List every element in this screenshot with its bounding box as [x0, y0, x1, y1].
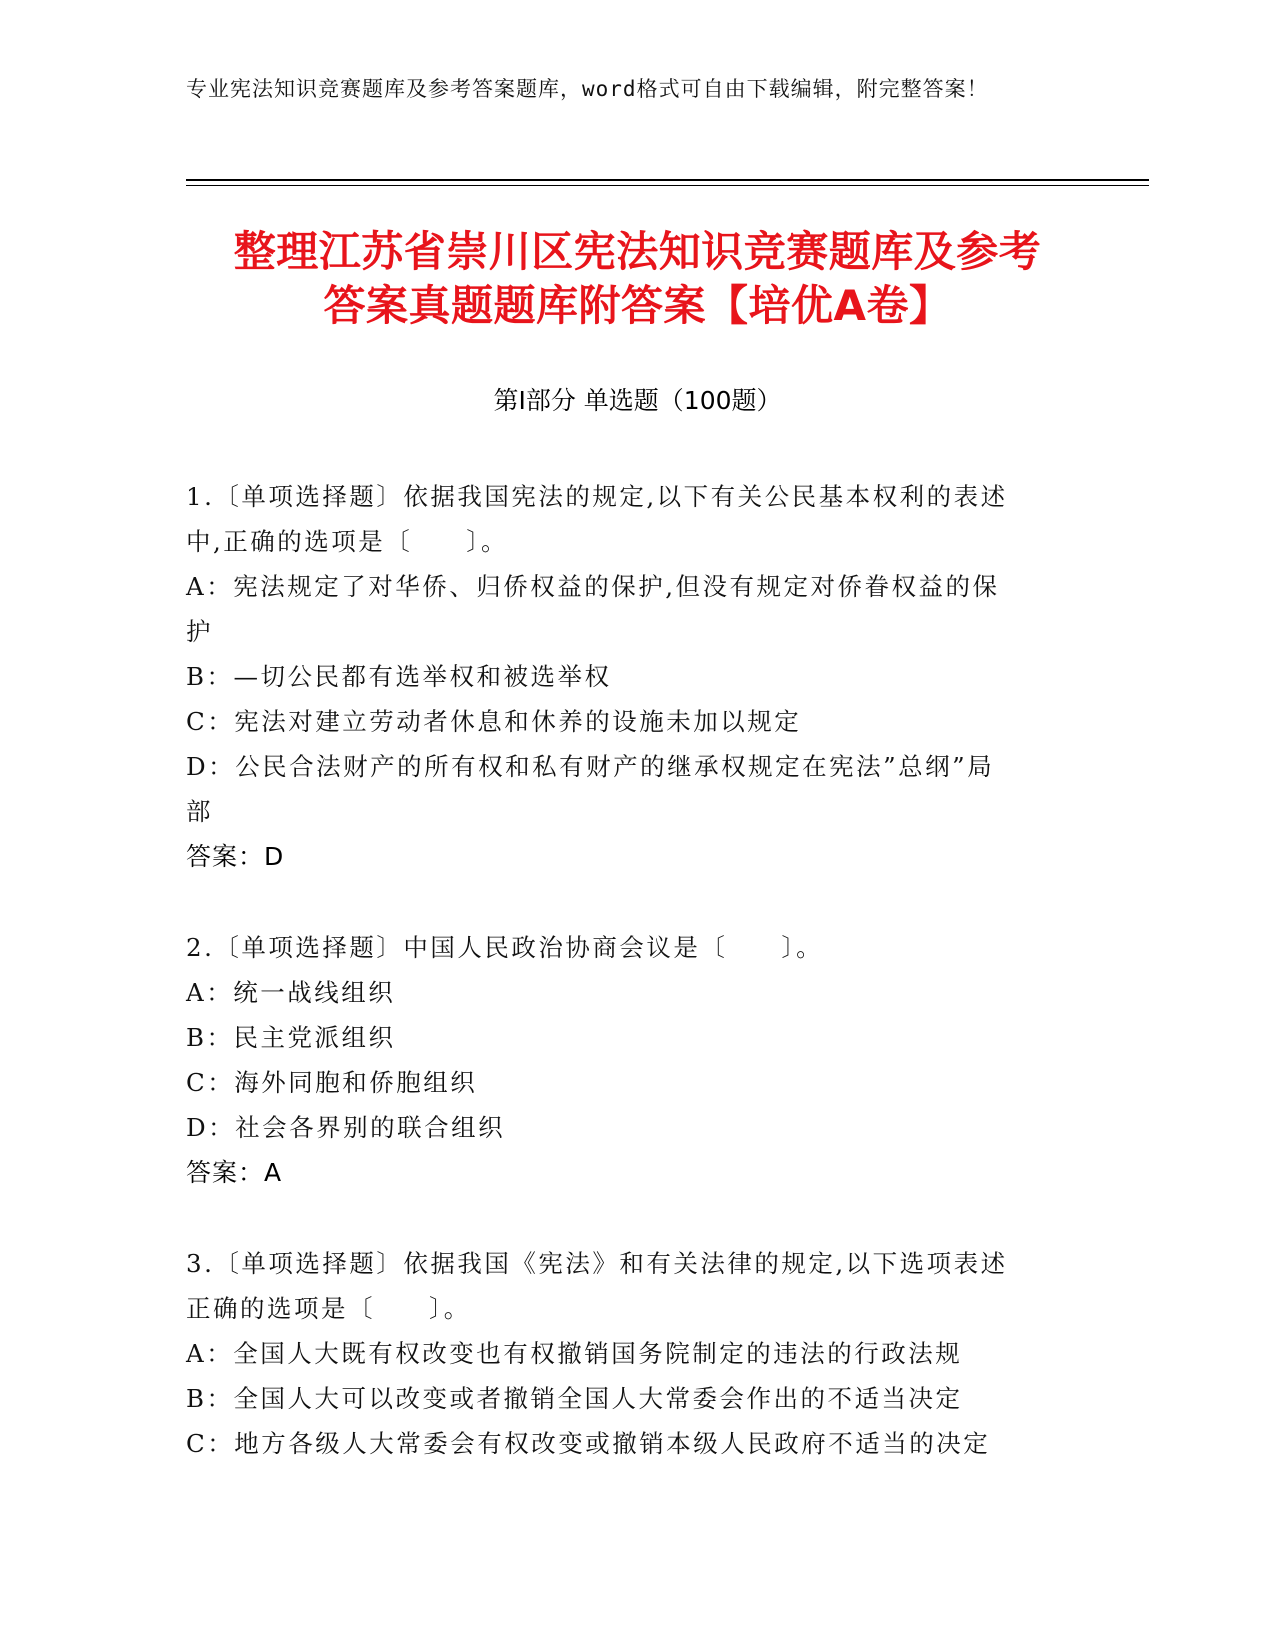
title-line-2: 答案真题题库附答案【培优A卷】 — [323, 281, 952, 330]
header-note: 专业宪法知识竞赛题库及参考答案题库，word格式可自由下载编辑，附完整答案！ — [186, 77, 989, 101]
question-list — [186, 474, 1086, 1512]
document-title — [186, 225, 1089, 333]
header-divider-thin — [186, 185, 1149, 186]
option-a: A：宪法规定了对华侨、归侨权益的保护,但没有规定对侨眷权益的保 — [186, 572, 1000, 601]
answer: 答案：D — [186, 842, 285, 871]
question-stem: 中,正确的选项是〔 〕。 — [186, 527, 509, 556]
option-b: B：民主党派组织 — [186, 1023, 396, 1052]
question-stem: 正确的选项是〔 〕。 — [186, 1294, 471, 1323]
answer: 答案：A — [186, 1158, 283, 1187]
option-a: A：统一战线组织 — [186, 978, 396, 1007]
question-stem: 1.〔单项选择题〕依据我国宪法的规定,以下有关公民基本权利的表述 — [186, 482, 1008, 511]
title-line-1: 整理江苏省崇川区宪法知识竞赛题库及参考 — [233, 227, 1042, 276]
option-c: C：宪法对建立劳动者休息和休养的设施未加以规定 — [186, 707, 802, 736]
section-title: 第Ⅰ部分 单选题（100题） — [493, 386, 782, 415]
question-3 — [186, 1241, 1086, 1466]
option-d: 部 — [186, 797, 213, 826]
header-divider-thick — [186, 179, 1149, 181]
option-b: B：全国人大可以改变或者撤销全国人大常委会作出的不适当决定 — [186, 1384, 963, 1413]
question-2 — [186, 925, 1086, 1195]
option-c: C：海外同胞和侨胞组织 — [186, 1068, 478, 1097]
option-d: D：社会各界别的联合组织 — [186, 1113, 506, 1142]
question-stem: 2.〔单项选择题〕中国人民政治协商会议是〔 〕。 — [186, 933, 824, 962]
option-a: A：全国人大既有权改变也有权撤销国务院制定的违法的行政法规 — [186, 1339, 963, 1368]
option-d: D：公民合法财产的所有权和私有财产的继承权规定在宪法”总纲”局 — [186, 752, 995, 781]
option-a: 护 — [186, 617, 213, 646]
option-c: C：地方各级人大常委会有权改变或撤销本级人民政府不适当的决定 — [186, 1429, 991, 1458]
question-1 — [186, 474, 1086, 879]
question-stem: 3.〔单项选择题〕依据我国《宪法》和有关法律的规定,以下选项表述 — [186, 1249, 1008, 1278]
option-b: B：—切公民都有选举权和被选举权 — [186, 662, 612, 691]
